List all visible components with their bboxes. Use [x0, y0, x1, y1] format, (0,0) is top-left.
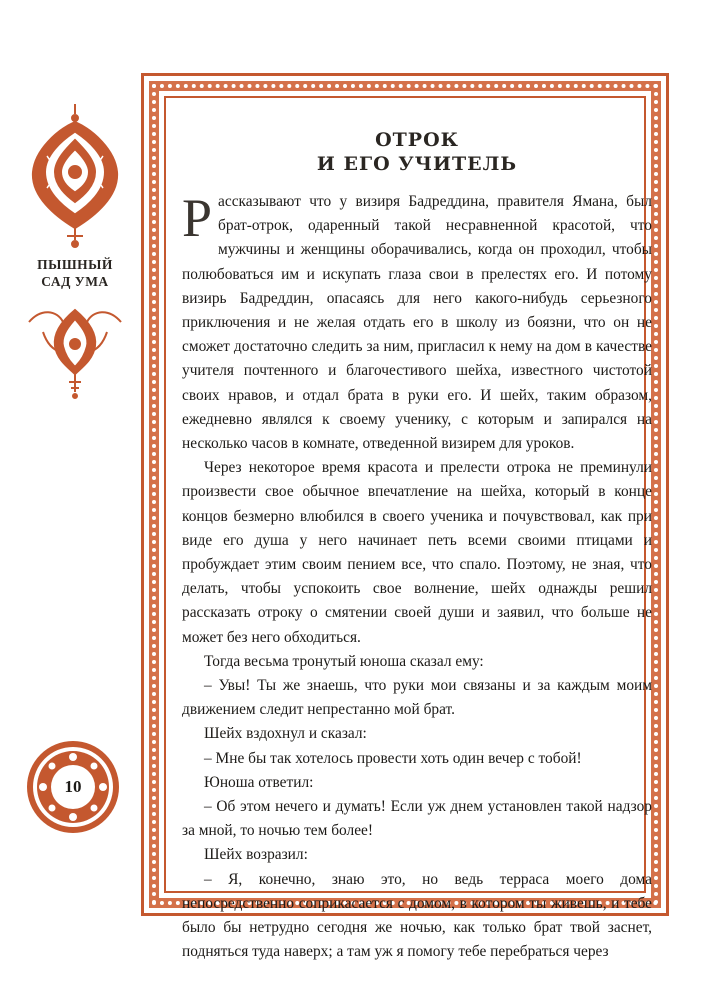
paragraph-6: – Мне бы так хотелось провести хоть один вечер с тобой!	[204, 749, 582, 767]
top-arabesque-ornament	[27, 100, 123, 250]
paragraph-7: Юноша ответил:	[204, 773, 314, 791]
paragraph-4: – Увы! Ты же знаешь, что руки мои связаны и за каждым моим движением следит непрестанно мой брат.	[182, 677, 652, 719]
page-number: 10	[64, 777, 82, 796]
paragraph-9: Шейх возразил:	[204, 846, 308, 864]
chapter-content	[182, 128, 652, 965]
paragraph-5: Шейх вздохнул и сказал:	[204, 725, 367, 743]
book-title-line1: ПЫШНЫЙ	[37, 257, 113, 272]
bottom-arabesque-ornament	[23, 300, 127, 400]
paragraph-10: – Я, конечно, знаю это, но ведь терраса моего дома непосредственно соприкасается с домом, в котором ты живешь, и тебе было бы нетрудно сегодня же ночью, как только брат твой заснет, подняться туда наверх; а там уж я помогу тебе перебраться через	[182, 870, 652, 961]
paragraph-2: Через некоторое время красота и прелести отрока не преминули произвести свое обычное впечатление на шейха, который в конце концов безмерно влюбился в своего ученика и почувствовал, как при виде его душа у него начинает петь всеми своими птицами и пробуждает этим своим пением все, что спало. Поэтому, не зная, что делать, чтобы успокоить свое волнение, шейх однажды решил рассказать отроку о смятении своей души и заявил, что больше не может без него обходиться.	[182, 459, 652, 646]
paragraph-3: Тогда весьма тронутый юноша сказал ему:	[204, 652, 484, 670]
book-title	[20, 256, 130, 290]
paragraph-8: – Об этом нечего и думать! Если уж днем установлен такой надзор за мной, то ночью тем более!	[182, 798, 652, 840]
book-title-line2: САД УМА	[41, 274, 109, 289]
paragraph-1-text: ассказывают что у визиря Бадреддина, правителя Ямана, был брат-отрок, одаренный такой несравненной красотой, что мужчины и женщины оборачивались, когда он проходил, чтобы полюбоваться им и искупать глаза свои в прелестях его. И потому визирь Бадреддин, опасаясь для него какого-нибудь серьезного приключения и не желая отдать его в школу из боязни, что он не сможет достаточно следить за ним, пригласил к нему на дом в качестве учителя почтенного и благочестивого шейха, известного чистотой своих нравов, и отдал брата в руки его. И шейх, таким образом, ежедневно являлся к своему ученику, с которым и запирался на несколько часов в комнате, отведенной визирем для уроков.	[182, 193, 652, 453]
paragraph-1	[182, 190, 652, 456]
chapter-title-line1: ОТРОК	[375, 129, 459, 151]
sidebar	[20, 100, 130, 400]
chapter-title	[182, 128, 652, 176]
drop-cap: Р	[182, 188, 213, 248]
page-number-badge	[23, 737, 123, 837]
chapter-title-line2: И ЕГО УЧИТЕЛЬ	[316, 153, 518, 175]
